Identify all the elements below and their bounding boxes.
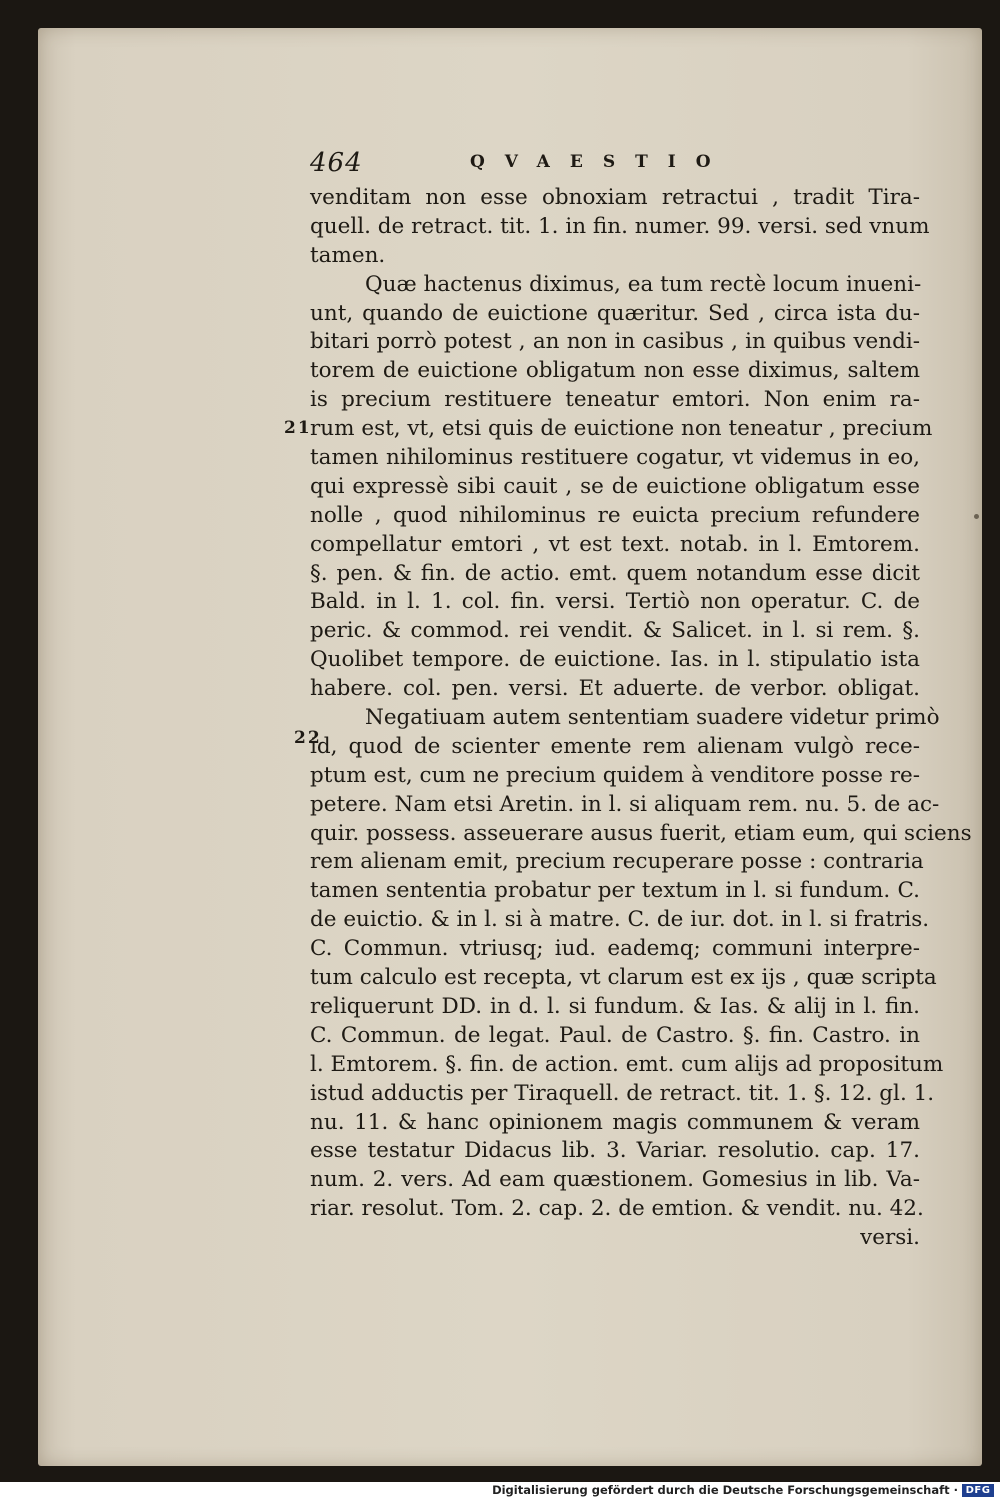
text-line: rum est, vt, etsi quis de euictione non teneatur , precium (310, 416, 933, 442)
text-line: Negatiuam autem sententiam suadere videtur primò (365, 705, 940, 731)
text-line: C. Commun. de legat. Paul. de Castro. §. fin. Castro. in (310, 1022, 920, 1048)
text-line: petere. Nam etsi Aretin. in l. si aliquam rem. nu. 5. de ac- (310, 791, 940, 817)
text-line: qui expressè sibi cauit , se de euictione obligatum esse (310, 473, 920, 499)
text-line: compellatur emtori , vt est text. notab. in l. Emtorem. (310, 531, 920, 557)
text-line: is precium restituere teneatur emtori. Non enim ra- (310, 387, 920, 413)
text-line: tamen. (310, 242, 386, 268)
text-line: quir. possess. asseuerare ausus fuerit, etiam eum, qui sciens (310, 820, 972, 846)
text-line: id, quod de scienter emente rem alienam vulgò rece- (310, 733, 920, 759)
text-line: C. Commun. vtriusq; iud. eademq; communi interpre- (310, 936, 920, 962)
catchword: versi. (860, 1225, 920, 1251)
text-line: bitari porrò potest , an non in casibus , in quibus vendi- (310, 329, 920, 355)
text-line: tamen sententia probatur per textum in l. si fundum. C. (310, 878, 920, 904)
book-page (38, 28, 982, 1466)
dfg-logo-icon: DFG (962, 1484, 994, 1497)
text-line: nolle , quod nihilominus re euicta precium refundere (310, 502, 920, 528)
text-line: venditam non esse obnoxiam retractui , tradit Tira- (310, 185, 920, 210)
text-line: Quæ hactenus diximus, ea tum rectè locum inueni- (365, 271, 922, 297)
text-line: unt, quando de euictione quæritur. Sed , circa ista du- (310, 300, 920, 326)
text-line: istud adductis per Tiraquell. de retract. tit. 1. §. 12. gl. 1. (310, 1080, 935, 1106)
text-block (310, 148, 970, 1253)
header-title: QVAESTIO (470, 152, 731, 172)
running-head (310, 148, 970, 184)
funding-notice: Digitalisierung gefördert durch die Deutsche Forschungsgemeinschaft · (492, 1483, 958, 1497)
ink-speck (974, 514, 979, 519)
text-line: reliquerunt DD. in d. l. si fundum. & Ias. & alij in l. fin. (310, 993, 920, 1019)
text-line: num. 2. vers. Ad eam quæstionem. Gomesius in lib. Va- (310, 1167, 920, 1193)
footer-bar (0, 1482, 1000, 1499)
page-number: 464 (310, 148, 363, 178)
text-line: quell. de retract. tit. 1. in fin. numer. 99. versi. sed vnum (310, 213, 930, 239)
margin-note-21: 21 (284, 418, 312, 438)
text-line: rem alienam emit, precium recuperare posse : contraria (310, 849, 924, 875)
text-line: §. pen. & fin. de actio. emt. quem notandum esse dicit (310, 560, 920, 586)
text-line: esse testatur Didacus lib. 3. Variar. resolutio. cap. 17. (310, 1138, 920, 1164)
text-line: torem de euictione obligatum non esse diximus, saltem (310, 358, 920, 384)
text-line: ptum est, cum ne precium quidem à venditore posse re- (310, 762, 921, 788)
text-line: habere. col. pen. versi. Et aduerte. de verbor. obligat. (310, 676, 920, 702)
text-line: riar. resolut. Tom. 2. cap. 2. de emtion. & vendit. nu. 42. (310, 1196, 924, 1222)
text-line: peric. & commod. rei vendit. & Salicet. in l. si rem. §. (310, 618, 920, 644)
text-line: tum calculo est recepta, vt clarum est ex ijs , quæ scripta (310, 965, 937, 991)
text-line: Quolibet tempore. de euictione. Ias. in l. stipulatio ista (310, 647, 920, 673)
text-line: l. Emtorem. §. fin. de action. emt. cum alijs ad propositum (310, 1051, 944, 1077)
text-line: tamen nihilominus restituere cogatur, vt videmus in eo, (310, 445, 920, 471)
text-line: nu. 11. & hanc opinionem magis communem & veram (310, 1109, 920, 1135)
text-line: Bald. in l. 1. col. fin. versi. Tertiò non operatur. C. de (310, 589, 920, 615)
text-line: de euictio. & in l. si à matre. C. de iur. dot. in l. si fratris. (310, 907, 930, 933)
margin-note-22: 22 (294, 728, 322, 748)
